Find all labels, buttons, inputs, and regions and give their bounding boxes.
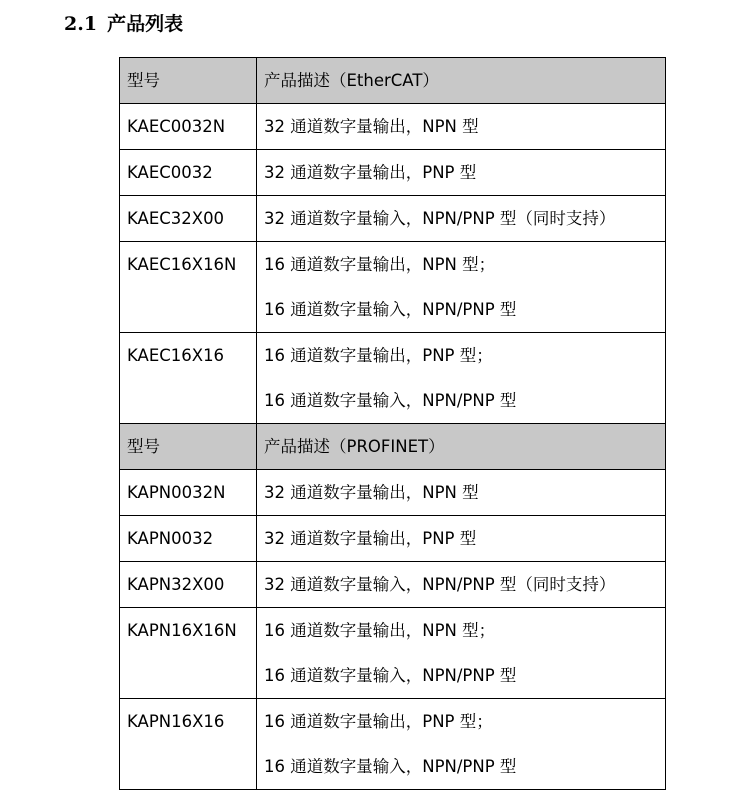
description-cell [257, 516, 666, 562]
description-cell [257, 562, 666, 608]
header-description-cell: 产品描述（EtherCAT） [257, 58, 666, 104]
description-cell [257, 333, 666, 424]
header-model-cell: 型号 [120, 58, 257, 104]
model-cell: KAEC32X00 [120, 196, 257, 242]
description-line: 16 通道数字量输入，NPN/PNP 型 [264, 300, 517, 319]
description-line: 32 通道数字量输出，NPN 型 [264, 117, 479, 136]
description-line: 16 通道数字量输入，NPN/PNP 型 [264, 666, 517, 685]
table-row [120, 699, 666, 790]
description-line: 16 通道数字量输出，NPN 型； [264, 255, 496, 274]
header-model-cell: 型号 [120, 424, 257, 470]
model-cell: KAPN32X00 [120, 562, 257, 608]
table-row [120, 150, 666, 196]
table-row [120, 242, 666, 333]
description-cell [257, 242, 666, 333]
description-cell [257, 608, 666, 699]
table-row [120, 562, 666, 608]
description-line: 16 通道数字量输出，NPN 型； [264, 621, 496, 640]
table-header-row [120, 424, 666, 470]
description-cell [257, 150, 666, 196]
model-cell: KAPN16X16N [120, 608, 257, 699]
product-table-body [120, 58, 666, 790]
table-row [120, 470, 666, 516]
header-description-cell: 产品描述（PROFINET） [257, 424, 666, 470]
table-row [120, 608, 666, 699]
description-line: 32 通道数字量输出，NPN 型 [264, 483, 479, 502]
table-row [120, 333, 666, 424]
description-line: 32 通道数字量输出，PNP 型 [264, 163, 477, 182]
model-cell: KAEC16X16 [120, 333, 257, 424]
table-row [120, 104, 666, 150]
description-line: 32 通道数字量输入，NPN/PNP 型（同时支持） [264, 209, 616, 228]
table-header-row [120, 58, 666, 104]
model-cell: KAPN16X16 [120, 699, 257, 790]
model-cell: KAEC0032N [120, 104, 257, 150]
description-cell [257, 196, 666, 242]
table-row [120, 196, 666, 242]
description-line: 16 通道数字量输出，PNP 型； [264, 712, 493, 731]
model-cell: KAPN0032N [120, 470, 257, 516]
section-title: 产品列表 [107, 13, 184, 35]
model-cell: KAEC16X16N [120, 242, 257, 333]
model-cell: KAEC0032 [120, 150, 257, 196]
description-line: 32 通道数字量输入，NPN/PNP 型（同时支持） [264, 575, 616, 594]
section-number: 2.1 [64, 13, 98, 35]
description-line: 32 通道数字量输出，PNP 型 [264, 529, 477, 548]
description-cell [257, 699, 666, 790]
description-cell [257, 470, 666, 516]
model-cell: KAPN0032 [120, 516, 257, 562]
description-line: 16 通道数字量输入，NPN/PNP 型 [264, 391, 517, 410]
description-line: 16 通道数字量输出，PNP 型； [264, 346, 493, 365]
product-table [119, 57, 666, 790]
description-cell [257, 104, 666, 150]
section-heading [64, 10, 183, 38]
table-row [120, 516, 666, 562]
description-line: 16 通道数字量输入，NPN/PNP 型 [264, 757, 517, 776]
